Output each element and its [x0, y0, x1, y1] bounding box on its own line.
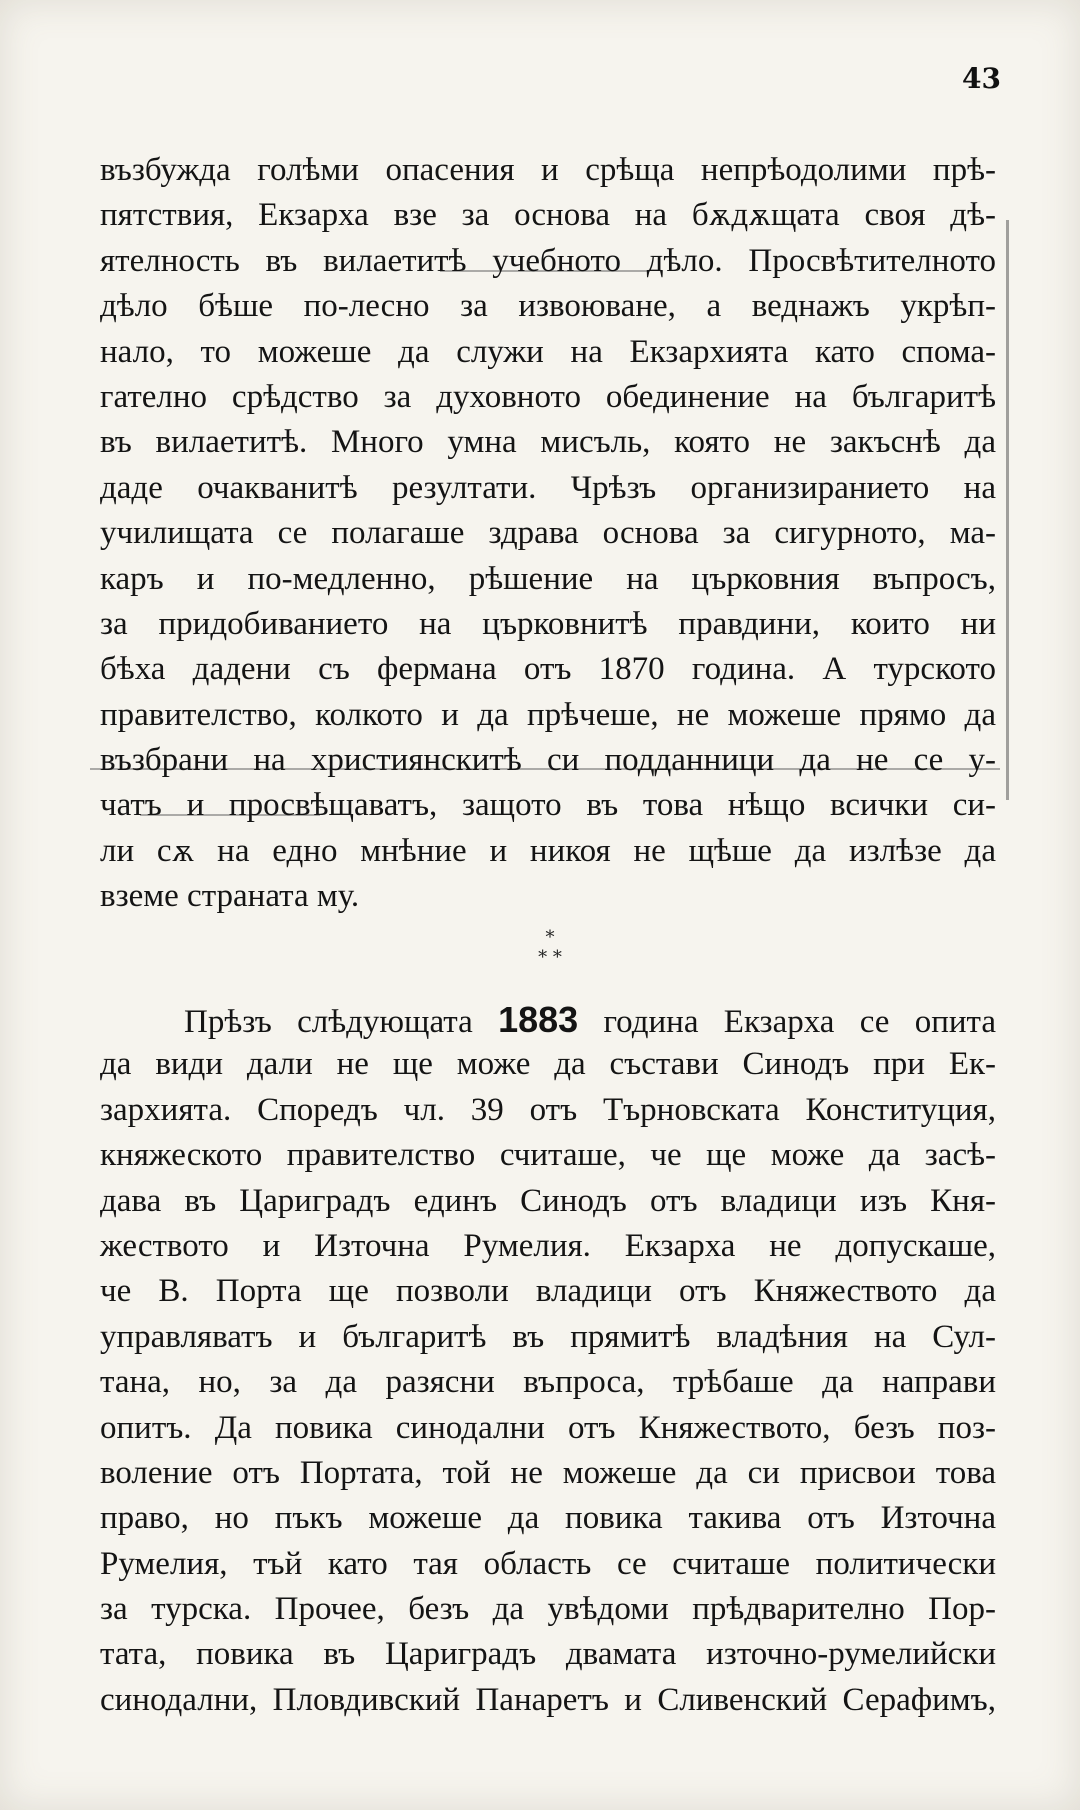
text-line: зархията. Споредъ чл. 39 отъ Търновската Конституция,	[100, 1091, 996, 1128]
text-line: нало, то можеше да служи на Екзархията като спома-	[100, 333, 996, 370]
text-line: правителство, колкото и да прѣчеше, не можеше прямо да	[100, 696, 996, 733]
text-line: дава въ Цариградъ единъ Синодъ отъ владици изъ Кня-	[100, 1182, 996, 1219]
text-line: въ вилаетитѣ. Много умна мисъль, която не закъснѣ да	[100, 424, 996, 461]
page-number: 43	[962, 62, 1001, 95]
text-line: чатъ и просвѣщаватъ, защото въ това нѣщо всички си-	[100, 787, 996, 824]
text-line: воление отъ Портата, той не можеше да си присвои това	[100, 1454, 996, 1491]
text-line: ятелность въ вилаетитѣ учебното дѣло. Просвѣтителното	[100, 242, 996, 279]
margin-pencil-mark	[1006, 220, 1009, 800]
text-line: право, но пъкъ можеше да повика такива отъ Източна	[100, 1500, 996, 1537]
text-line: княжеското правителство считаше, че ще може да засѣ-	[100, 1137, 996, 1174]
text-line: възбужда голѣми опасения и срѣща непрѣодолими прѣ-	[100, 152, 996, 188]
text-line: тата, повика въ Цариградъ двамата източно-румелийски	[100, 1636, 996, 1673]
text-line: бѣха дадени съ фермана отъ 1870 година. А турското	[100, 651, 996, 688]
text-line: че В. Порта ще позволи владици отъ Княжеството да	[100, 1273, 996, 1310]
section-separator	[510, 928, 590, 968]
text-fragment: година Екзарха се опита	[603, 1004, 997, 1040]
text-line: ли сѫ на едно мнѣние и никоя не щѣше да излѣзе да	[100, 832, 996, 869]
text-line: гателно срѣдство за духовното обединение на българитѣ	[100, 378, 996, 415]
text-line: за придобиванието на църковнитѣ правдини, които ни	[100, 605, 996, 642]
asterisk: *	[545, 927, 555, 948]
paragraph-2	[100, 997, 996, 1723]
text-line: да види дали не ще може да състави Синодъ при Ек-	[100, 1046, 996, 1083]
text-fragment: Прѣзъ слѣдующата	[184, 1004, 473, 1040]
text-line: опитъ. Да повика синодални отъ Княжеството, безъ поз-	[100, 1409, 996, 1446]
text-line: Румелия, тъй като тая область се считаше политически	[100, 1545, 996, 1582]
asterisks: * *	[538, 947, 562, 968]
text-line: вземе страната му.	[100, 878, 360, 915]
text-line: възбрани на християнскитѣ си подданници да не се у-	[100, 742, 996, 779]
text-line-first	[100, 997, 996, 1042]
text-line: каръ и по-медленно, рѣшение на църковния въпросъ,	[100, 560, 996, 597]
paragraph-1	[100, 148, 996, 920]
text-line: тана, но, за да разясни въпроса, трѣбаше да направи	[100, 1364, 996, 1401]
text-line: жеството и Източна Румелия. Екзарха не допускаше,	[100, 1227, 996, 1264]
text-line: пятствия, Екзарха взе за основа на бѫдѫщата своя дѣ-	[100, 197, 996, 234]
text-line: синодални, Пловдивский Панаретъ и Сливенский Серафимъ,	[100, 1681, 996, 1718]
text-line: даде очакванитѣ резултати. Чрѣзъ организиранието на	[100, 469, 996, 506]
year-number: 1883	[498, 999, 579, 1040]
text-line: управляватъ и българитѣ въ прямитѣ владѣния на Сул-	[100, 1318, 996, 1355]
text-line: за турска. Прочее, безъ да увѣдоми прѣдварително Пор-	[100, 1591, 996, 1628]
text-line: училищата се полагаше здрава основа за сигурното, ма-	[100, 515, 996, 552]
text-line: дѣло бѣше по-лесно за извоюване, а веднажъ укрѣп-	[100, 288, 996, 325]
